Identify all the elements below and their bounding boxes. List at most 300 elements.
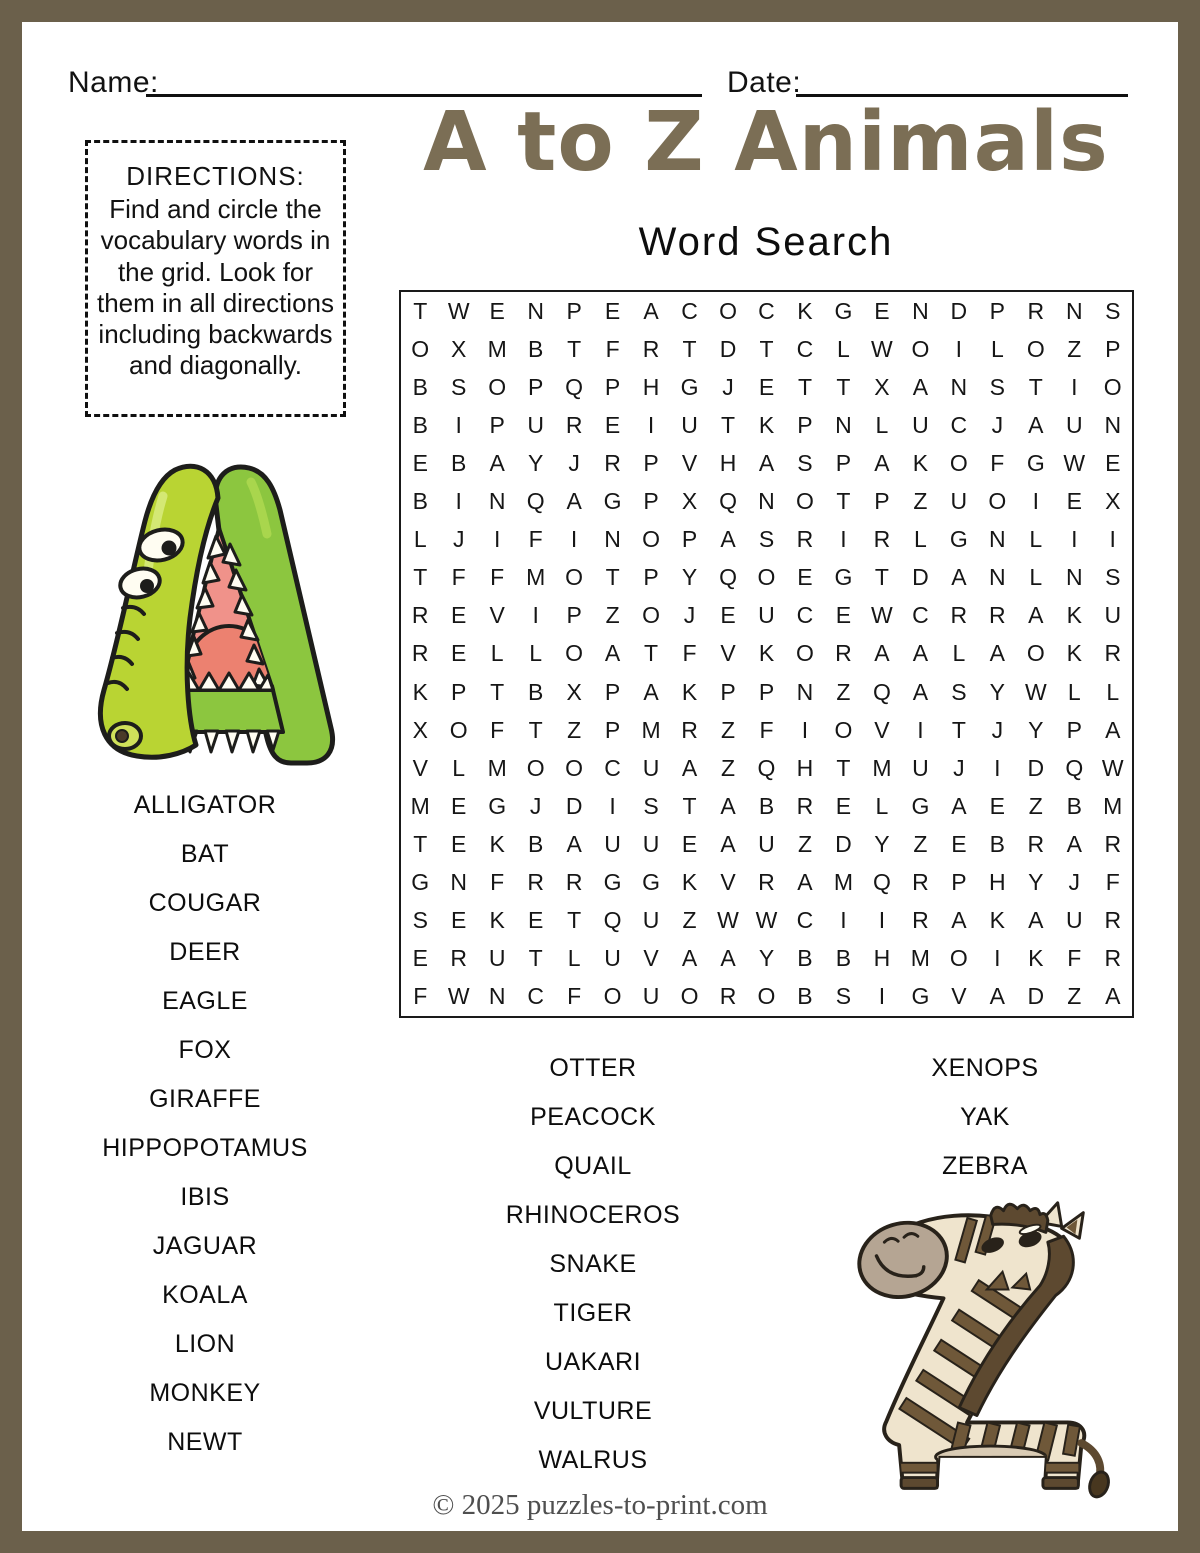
grid-letter: L bbox=[1067, 678, 1081, 705]
grid-letter: R bbox=[796, 792, 814, 819]
grid-letter: F bbox=[413, 983, 428, 1010]
grid-letter: R bbox=[565, 869, 583, 896]
grid-letter: Q bbox=[526, 488, 545, 515]
grid-letter: L bbox=[567, 945, 581, 972]
grid-letter: U bbox=[758, 602, 775, 629]
page-title: A to Z Animals bbox=[423, 95, 1109, 190]
grid-letter: J bbox=[722, 373, 734, 400]
grid-letter: R bbox=[1027, 297, 1045, 324]
grid-letter: B bbox=[797, 983, 813, 1010]
grid-letter: A bbox=[720, 831, 736, 858]
grid-letter: W bbox=[717, 907, 739, 934]
grid-letter: K bbox=[681, 869, 698, 896]
grid-letter: X bbox=[566, 678, 582, 705]
grid-letter: A bbox=[720, 945, 736, 972]
grid-letter: I bbox=[840, 907, 847, 934]
grid-letter: R bbox=[796, 526, 814, 553]
grid-letter: O bbox=[834, 716, 853, 743]
grid-letter: M bbox=[410, 792, 430, 819]
grid-letter: O bbox=[642, 602, 661, 629]
word-list-item: EAGLE bbox=[162, 987, 248, 1015]
grid-letter: K bbox=[912, 449, 929, 476]
grid-letter: X bbox=[681, 488, 698, 515]
grid-letter: N bbox=[604, 526, 621, 553]
grid-letter: V bbox=[720, 640, 736, 667]
word-list-item: GIRAFFE bbox=[149, 1085, 261, 1113]
grid-letter: R bbox=[1104, 945, 1122, 972]
grid-letter: R bbox=[989, 602, 1006, 629]
grid-letter: N bbox=[912, 297, 929, 324]
grid-letter: G bbox=[949, 526, 968, 553]
grid-letter: O bbox=[1103, 373, 1122, 400]
grid-letter: O bbox=[526, 754, 545, 781]
grid-letter: F bbox=[682, 640, 697, 667]
grid-letter: B bbox=[527, 678, 544, 705]
grid-letter: M bbox=[487, 335, 507, 362]
grid-letter: S bbox=[797, 449, 813, 476]
date-label: Date: bbox=[727, 66, 802, 99]
grid-letter: T bbox=[720, 411, 736, 438]
copyright-footer: © 2025 puzzles-to-print.com bbox=[432, 1489, 768, 1521]
grid-letter: A bbox=[1066, 831, 1082, 858]
word-list-item: RHINOCEROS bbox=[505, 1201, 681, 1229]
grid-letter: N bbox=[450, 869, 468, 896]
grid-letter: I bbox=[801, 716, 809, 743]
grid-letter: S bbox=[951, 678, 967, 705]
grid-letter: R bbox=[411, 640, 429, 667]
grid-letter: A bbox=[951, 792, 967, 819]
grid-letter: M bbox=[526, 564, 546, 591]
grid-letter: T bbox=[682, 792, 697, 819]
grid-letter: Q bbox=[872, 869, 891, 896]
grid-letter: N bbox=[1065, 564, 1083, 591]
grid-letter: D bbox=[1027, 754, 1045, 781]
grid-letter: M bbox=[1103, 792, 1123, 819]
grid-letter: R bbox=[450, 945, 468, 972]
grid-letter: W bbox=[447, 983, 470, 1010]
grid-letter: E bbox=[412, 945, 428, 972]
grid-letter: C bbox=[681, 297, 698, 324]
grid-letter: A bbox=[912, 373, 929, 400]
grid-letter: G bbox=[642, 869, 661, 896]
grid-letter: T bbox=[528, 716, 543, 743]
grid-letter: L bbox=[1029, 564, 1043, 591]
grid-letter: U bbox=[1065, 411, 1083, 438]
grid-letter: M bbox=[641, 716, 661, 743]
grid-letter: B bbox=[797, 945, 813, 972]
grid-letter: T bbox=[413, 831, 428, 858]
grid-letter: E bbox=[1105, 449, 1121, 476]
grid-letter: U bbox=[488, 945, 506, 972]
grid-letter: R bbox=[642, 335, 660, 362]
grid-letter: C bbox=[950, 411, 968, 438]
grid-letter: X bbox=[451, 335, 467, 362]
grid-letter: K bbox=[758, 640, 775, 667]
grid-letter: R bbox=[758, 869, 775, 896]
grid-letter: P bbox=[681, 526, 698, 553]
grid-letter: S bbox=[643, 792, 659, 819]
grid-letter: C bbox=[796, 335, 814, 362]
grid-letter: R bbox=[912, 907, 929, 934]
grid-letter: M bbox=[872, 754, 892, 781]
word-list-item: PEACOCK bbox=[530, 1103, 656, 1131]
grid-letter: P bbox=[604, 678, 621, 705]
grid-letter: Q bbox=[565, 373, 584, 400]
word-list-item: QUAIL bbox=[554, 1152, 632, 1180]
grid-letter: N bbox=[950, 373, 968, 400]
grid-letter: I bbox=[878, 983, 886, 1010]
grid-letter: I bbox=[570, 526, 578, 553]
grid-letter: G bbox=[834, 297, 853, 324]
grid-letter: O bbox=[757, 983, 776, 1010]
grid-letter: W bbox=[1063, 449, 1086, 476]
grid-letter: O bbox=[488, 373, 507, 400]
grid-letter: B bbox=[451, 449, 467, 476]
alligator-letter-a-illustration bbox=[66, 430, 358, 774]
grid-letter: A bbox=[951, 907, 967, 934]
grid-letter: T bbox=[413, 297, 428, 324]
grid-letter: E bbox=[451, 831, 467, 858]
grid-letter: O bbox=[949, 449, 968, 476]
grid-letter: O bbox=[411, 335, 430, 362]
word-list-item: WALRUS bbox=[538, 1446, 648, 1474]
grid-letter: O bbox=[796, 488, 814, 515]
grid-letter: N bbox=[527, 297, 544, 324]
grid-letter: I bbox=[647, 411, 655, 438]
grid-letter: E bbox=[604, 411, 621, 438]
grid-letter: I bbox=[455, 411, 462, 438]
grid-letter: L bbox=[529, 640, 543, 667]
grid-letter: N bbox=[488, 488, 506, 515]
grid-letter: L bbox=[413, 526, 427, 553]
grid-letter: N bbox=[796, 678, 814, 705]
grid-letter: Y bbox=[989, 678, 1005, 705]
word-list-middle bbox=[468, 1044, 718, 1485]
grid-letter: A bbox=[1105, 983, 1121, 1010]
grid-letter: O bbox=[680, 983, 699, 1010]
grid-letter: G bbox=[603, 488, 622, 515]
grid-letter: E bbox=[451, 792, 467, 819]
grid-letter: A bbox=[912, 678, 929, 705]
grid-letter: Y bbox=[527, 449, 544, 476]
grid-letter: O bbox=[565, 640, 584, 667]
grid-letter: P bbox=[989, 297, 1005, 324]
word-list-item: JAGUAR bbox=[152, 1232, 258, 1260]
grid-letter: J bbox=[1068, 869, 1081, 896]
grid-letter: E bbox=[489, 297, 505, 324]
grid-letter: A bbox=[1028, 907, 1044, 934]
grid-letter: Z bbox=[913, 831, 928, 858]
grid-letter: B bbox=[989, 831, 1005, 858]
grid-letter: I bbox=[1109, 526, 1116, 553]
word-list-item: ZEBRA bbox=[942, 1152, 1028, 1180]
grid-letter: P bbox=[758, 678, 775, 705]
grid-letter: L bbox=[952, 640, 966, 667]
grid-letter: Z bbox=[797, 831, 812, 858]
grid-letter: J bbox=[529, 792, 542, 819]
grid-letter: P bbox=[643, 564, 659, 591]
grid-letter: E bbox=[1066, 488, 1082, 515]
grid-letter: V bbox=[412, 754, 428, 781]
grid-letter: R bbox=[950, 602, 968, 629]
grid-letter: E bbox=[797, 564, 813, 591]
grid-letter: E bbox=[451, 602, 467, 629]
grid-letter: O bbox=[565, 754, 584, 781]
grid-letter: R bbox=[565, 411, 583, 438]
grid-letter: R bbox=[604, 449, 621, 476]
grid-letter: O bbox=[796, 640, 814, 667]
grid-letter: E bbox=[412, 449, 428, 476]
grid-letter: U bbox=[681, 411, 698, 438]
grid-letter: U bbox=[642, 754, 660, 781]
grid-letter: N bbox=[835, 411, 852, 438]
grid-letter: I bbox=[878, 907, 886, 934]
grid-letter: I bbox=[1032, 488, 1039, 515]
grid-letter: O bbox=[1026, 335, 1045, 362]
grid-letter: F bbox=[451, 564, 466, 591]
grid-letter: O bbox=[603, 983, 622, 1010]
grid-letter: E bbox=[835, 792, 852, 819]
grid-letter: O bbox=[565, 564, 584, 591]
grid-letter: E bbox=[451, 640, 467, 667]
grid-letter: R bbox=[835, 640, 852, 667]
grid-letter: T bbox=[874, 564, 889, 591]
grid-letter: R bbox=[1027, 831, 1045, 858]
grid-letter: S bbox=[1105, 297, 1121, 324]
grid-letter: O bbox=[449, 716, 468, 743]
grid-letter: G bbox=[680, 373, 699, 400]
grid-letter: O bbox=[1026, 640, 1045, 667]
grid-letter: E bbox=[527, 907, 544, 934]
grid-letter: U bbox=[912, 411, 929, 438]
grid-letter: Q bbox=[719, 488, 737, 515]
grid-letter: Y bbox=[681, 564, 698, 591]
grid-letter: L bbox=[837, 335, 850, 362]
grid-letter: O bbox=[757, 564, 776, 591]
grid-letter: A bbox=[681, 945, 698, 972]
grid-letter: T bbox=[490, 678, 505, 705]
grid-letter: L bbox=[990, 335, 1004, 362]
grid-letter: R bbox=[719, 983, 737, 1010]
grid-letter: S bbox=[412, 907, 428, 934]
grid-letter: M bbox=[910, 945, 930, 972]
grid-letter: F bbox=[567, 983, 582, 1010]
grid-letter: T bbox=[951, 716, 966, 743]
grid-letter: X bbox=[1105, 488, 1121, 515]
grid-letter: O bbox=[719, 297, 737, 324]
grid-letter: J bbox=[568, 449, 580, 476]
grid-letter: E bbox=[874, 297, 890, 324]
grid-letter: H bbox=[719, 449, 737, 476]
grid-letter: T bbox=[605, 564, 620, 591]
grid-letter: H bbox=[796, 754, 814, 781]
grid-letter: D bbox=[719, 335, 737, 362]
grid-letter: L bbox=[875, 411, 889, 438]
grid-letter: D bbox=[950, 297, 968, 324]
grid-letter: V bbox=[720, 869, 736, 896]
grid-letter: L bbox=[913, 526, 927, 553]
grid-letter: T bbox=[759, 335, 774, 362]
grid-letter: X bbox=[874, 373, 890, 400]
grid-letter: C bbox=[758, 297, 775, 324]
grid-letter: W bbox=[447, 297, 470, 324]
grid-letter: R bbox=[1104, 907, 1122, 934]
grid-letter: I bbox=[955, 335, 963, 362]
grid-letter: C bbox=[527, 983, 544, 1010]
grid-letter: T bbox=[567, 335, 582, 362]
grid-letter: T bbox=[567, 907, 582, 934]
word-list-item: MONKEY bbox=[149, 1379, 261, 1407]
word-list-item: VULTURE bbox=[533, 1397, 653, 1425]
grid-letter: I bbox=[917, 716, 924, 743]
grid-letter: U bbox=[642, 983, 660, 1010]
grid-letter: K bbox=[797, 297, 813, 324]
grid-letter: A bbox=[1028, 602, 1044, 629]
grid-letter: U bbox=[527, 411, 544, 438]
grid-letter: P bbox=[720, 678, 736, 705]
grid-letter: R bbox=[1104, 640, 1122, 667]
grid-letter: K bbox=[758, 411, 775, 438]
grid-letter: U bbox=[642, 831, 660, 858]
grid-letter: Q bbox=[1065, 754, 1084, 781]
grid-letter: S bbox=[1105, 564, 1121, 591]
grid-letter: I bbox=[994, 945, 1001, 972]
grid-letter: I bbox=[532, 602, 539, 629]
grid-letter: A bbox=[758, 449, 775, 476]
grid-letter: F bbox=[759, 716, 774, 743]
page-subtitle: Word Search bbox=[638, 220, 894, 264]
grid-letter: B bbox=[758, 792, 775, 819]
grid-letter: K bbox=[681, 678, 698, 705]
grid-letter: F bbox=[990, 449, 1005, 476]
grid-letter: B bbox=[412, 411, 428, 438]
grid-letter: L bbox=[1029, 526, 1043, 553]
grid-letter: M bbox=[833, 869, 854, 896]
grid-letter: E bbox=[989, 792, 1005, 819]
grid-letter: O bbox=[988, 488, 1007, 515]
word-list-item: BAT bbox=[180, 840, 230, 868]
grid-letter: A bbox=[720, 526, 736, 553]
word-list-item: KOALA bbox=[162, 1281, 248, 1309]
grid-letter: V bbox=[681, 449, 698, 476]
grid-letter: O bbox=[949, 945, 968, 972]
grid-letter: K bbox=[989, 907, 1005, 934]
grid-letter: K bbox=[1066, 602, 1082, 629]
grid-letter: A bbox=[874, 640, 890, 667]
grid-letter: P bbox=[1105, 335, 1121, 362]
grid-letter: Y bbox=[758, 945, 775, 972]
word-list-item: XENOPS bbox=[931, 1054, 1039, 1082]
grid-letter: Z bbox=[720, 716, 736, 743]
grid-letter: B bbox=[527, 831, 544, 858]
grid-letter: V bbox=[874, 716, 890, 743]
grid-letter: A bbox=[643, 297, 659, 324]
grid-letter: T bbox=[836, 754, 851, 781]
directions-body: Find and circle the vocabulary words in the grid. Look for them in all directions including backwards and diagonally. bbox=[97, 194, 334, 381]
grid-letter: K bbox=[489, 907, 505, 934]
grid-letter: P bbox=[566, 602, 582, 629]
grid-letter: Q bbox=[757, 754, 776, 781]
grid-letter: N bbox=[989, 564, 1006, 591]
grid-letter: Z bbox=[567, 716, 582, 743]
grid-letter: S bbox=[835, 983, 852, 1010]
grid-letter: E bbox=[835, 602, 852, 629]
grid-letter: S bbox=[451, 373, 467, 400]
date-blank-line[interactable] bbox=[796, 66, 1128, 97]
word-list-item: DEER bbox=[169, 938, 241, 966]
grid-letter: O bbox=[911, 335, 930, 362]
grid-letter: R bbox=[912, 869, 929, 896]
grid-letter: A bbox=[989, 640, 1005, 667]
grid-letter: E bbox=[758, 373, 775, 400]
grid-letter: D bbox=[565, 792, 583, 819]
grid-letter: C bbox=[796, 907, 814, 934]
grid-letter: P bbox=[797, 411, 813, 438]
grid-letter: W bbox=[871, 602, 893, 629]
grid-letter: J bbox=[452, 526, 465, 553]
grid-letter: U bbox=[604, 831, 621, 858]
grid-letter: D bbox=[1027, 983, 1045, 1010]
grid-letter: N bbox=[1065, 297, 1083, 324]
grid-letter: Z bbox=[1067, 335, 1082, 362]
grid-letter: A bbox=[951, 564, 967, 591]
grid-letter: E bbox=[720, 602, 736, 629]
grid-letter: A bbox=[720, 792, 736, 819]
grid-letter: B bbox=[527, 335, 544, 362]
grid-letter: S bbox=[989, 373, 1005, 400]
grid-letter: A bbox=[797, 869, 813, 896]
grid-letter: O bbox=[642, 526, 661, 553]
grid-letter: F bbox=[605, 335, 620, 362]
grid-letter: P bbox=[527, 373, 544, 400]
grid-letter: P bbox=[951, 869, 967, 896]
grid-letter: T bbox=[682, 335, 697, 362]
name-blank-line[interactable] bbox=[146, 66, 702, 97]
grid-letter: P bbox=[1066, 716, 1082, 743]
grid-letter: Z bbox=[605, 602, 620, 629]
grid-letter: R bbox=[527, 869, 544, 896]
grid-letter: K bbox=[1066, 640, 1082, 667]
grid-letter: B bbox=[412, 373, 428, 400]
word-list-item: IBIS bbox=[180, 1183, 230, 1211]
grid-letter: F bbox=[490, 869, 505, 896]
name-label: Name: bbox=[68, 66, 159, 99]
grid-letter: I bbox=[840, 526, 847, 553]
grid-letter: A bbox=[874, 449, 890, 476]
grid-letter: I bbox=[994, 754, 1001, 781]
grid-letter: G bbox=[834, 564, 853, 591]
grid-letter: J bbox=[953, 754, 965, 781]
grid-letter: T bbox=[836, 488, 851, 515]
word-search-grid bbox=[399, 290, 1134, 1018]
grid-letter: C bbox=[796, 602, 814, 629]
grid-letter: M bbox=[487, 754, 507, 781]
grid-letter: J bbox=[991, 411, 1004, 438]
grid-letter: Y bbox=[1028, 869, 1044, 896]
grid-letter: N bbox=[758, 488, 775, 515]
grid-letter: A bbox=[989, 983, 1005, 1010]
grid-letter: G bbox=[1026, 449, 1045, 476]
word-list-left bbox=[80, 781, 330, 1467]
grid-letter: T bbox=[797, 373, 812, 400]
grid-letter: F bbox=[528, 526, 543, 553]
grid-letter: W bbox=[871, 335, 893, 362]
grid-letter: A bbox=[604, 640, 621, 667]
grid-letter: R bbox=[873, 526, 891, 553]
grid-letter: P bbox=[604, 716, 621, 743]
grid-letter: X bbox=[412, 716, 428, 743]
grid-letter: U bbox=[642, 907, 660, 934]
